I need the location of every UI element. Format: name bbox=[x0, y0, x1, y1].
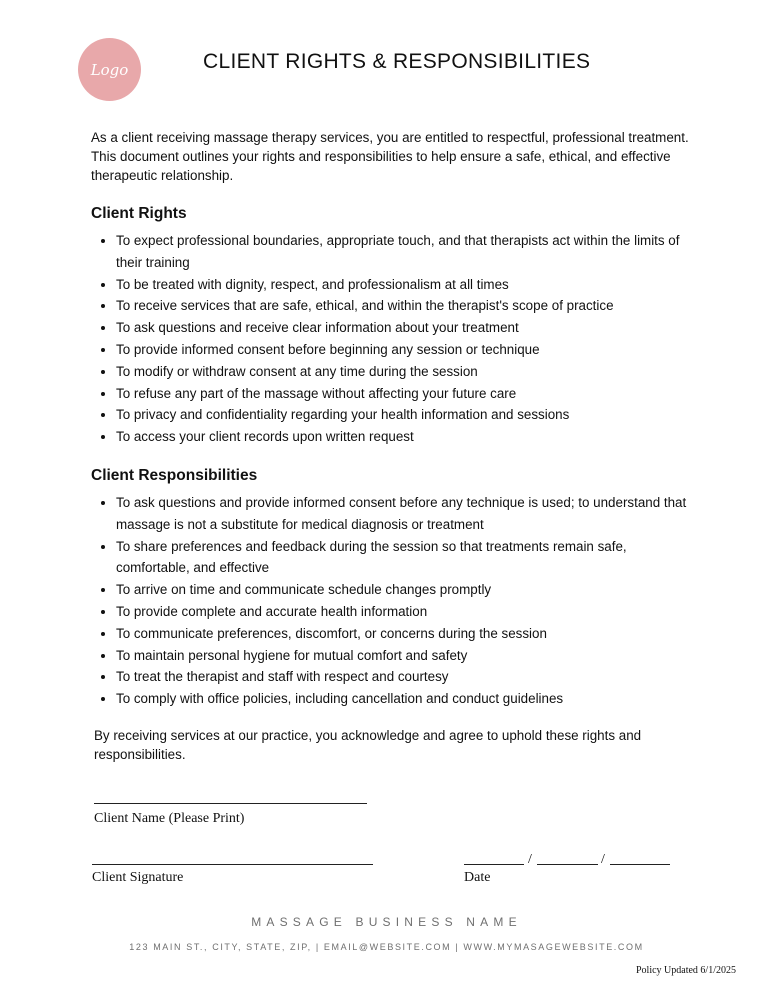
list-item: • To receive services that are safe, ethical, and within the therapist's scope of practice bbox=[116, 295, 691, 317]
date-month-line[interactable] bbox=[464, 864, 524, 865]
list-item: • To provide informed consent before beginning any session or technique bbox=[116, 339, 691, 361]
client-name-label: Client Name (Please Print) bbox=[94, 811, 245, 826]
client-rights-heading: Client Rights bbox=[91, 205, 187, 222]
contact-info: 123 MAIN ST., CITY, STATE, ZIP, | EMAIL@WEBSITE.COM | WWW.MYMASAGEWEBSITE.COM bbox=[129, 942, 644, 952]
date-day-line[interactable] bbox=[537, 864, 598, 865]
client-signature-label: Client Signature bbox=[92, 870, 184, 885]
date-separator: / bbox=[601, 852, 605, 867]
list-item: • To maintain personal hygiene for mutual comfort and safety bbox=[116, 645, 691, 667]
page-title: CLIENT RIGHTS & RESPONSIBILITIES bbox=[203, 50, 591, 73]
acknowledgement-paragraph: By receiving services at our practice, you acknowledge and agree to uphold these rights and responsibilities. bbox=[94, 727, 642, 762]
list-item: • To ask questions and receive clear information about your treatment bbox=[116, 317, 691, 339]
logo bbox=[78, 38, 141, 101]
business-name: MASSAGE BUSINESS NAME bbox=[251, 915, 522, 929]
date-label: Date bbox=[464, 870, 491, 885]
list-item: • To share preferences and feedback during the session so that treatments remain safe, comfortable, and effective bbox=[116, 536, 691, 580]
list-item: • To access your client records upon written request bbox=[116, 426, 691, 448]
intro-paragraph: As a client receiving massage therapy services, you are entitled to respectful, professional treatment. This document outlines your rights and responsibilities to help ensure a safe, ethical, and effective therapeutic relationship. bbox=[91, 130, 689, 183]
client-responsibilities-heading: Client Responsibilities bbox=[91, 466, 258, 484]
list-item: • To expect professional boundaries, appropriate touch, and that therapists act within the limits of their training bbox=[116, 230, 691, 274]
list-item: • To ask questions and provide informed consent before any technique is used; to understand that massage is not a substitute for medical diagnosis or treatment bbox=[116, 492, 691, 536]
list-item: • To provide complete and accurate health information bbox=[116, 601, 691, 623]
list-item: • To privacy and confidentiality regarding your health information and sessions bbox=[116, 404, 691, 426]
list-item: • To treat the therapist and staff with respect and courtesy bbox=[116, 666, 691, 688]
logo-text: Logo bbox=[90, 60, 129, 79]
list-item: • To be treated with dignity, respect, and professionalism at all times bbox=[116, 274, 691, 296]
client-signature-line[interactable] bbox=[92, 864, 373, 865]
client-responsibilities-list bbox=[91, 492, 691, 710]
policy-updated: Policy Updated 6/1/2025 bbox=[636, 965, 736, 976]
document-body bbox=[91, 128, 691, 764]
date-separator: / bbox=[528, 852, 532, 867]
list-item: • To comply with office policies, including cancellation and conduct guidelines bbox=[116, 688, 691, 710]
list-item: • To modify or withdraw consent at any time during the session bbox=[116, 361, 691, 383]
client-name-line[interactable] bbox=[94, 803, 367, 804]
list-item: • To arrive on time and communicate schedule changes promptly bbox=[116, 579, 691, 601]
date-year-line[interactable] bbox=[610, 864, 670, 865]
list-item: • To communicate preferences, discomfort, or concerns during the session bbox=[116, 623, 691, 645]
list-item: • To refuse any part of the massage without affecting your future care bbox=[116, 383, 691, 405]
client-rights-list bbox=[91, 230, 691, 448]
